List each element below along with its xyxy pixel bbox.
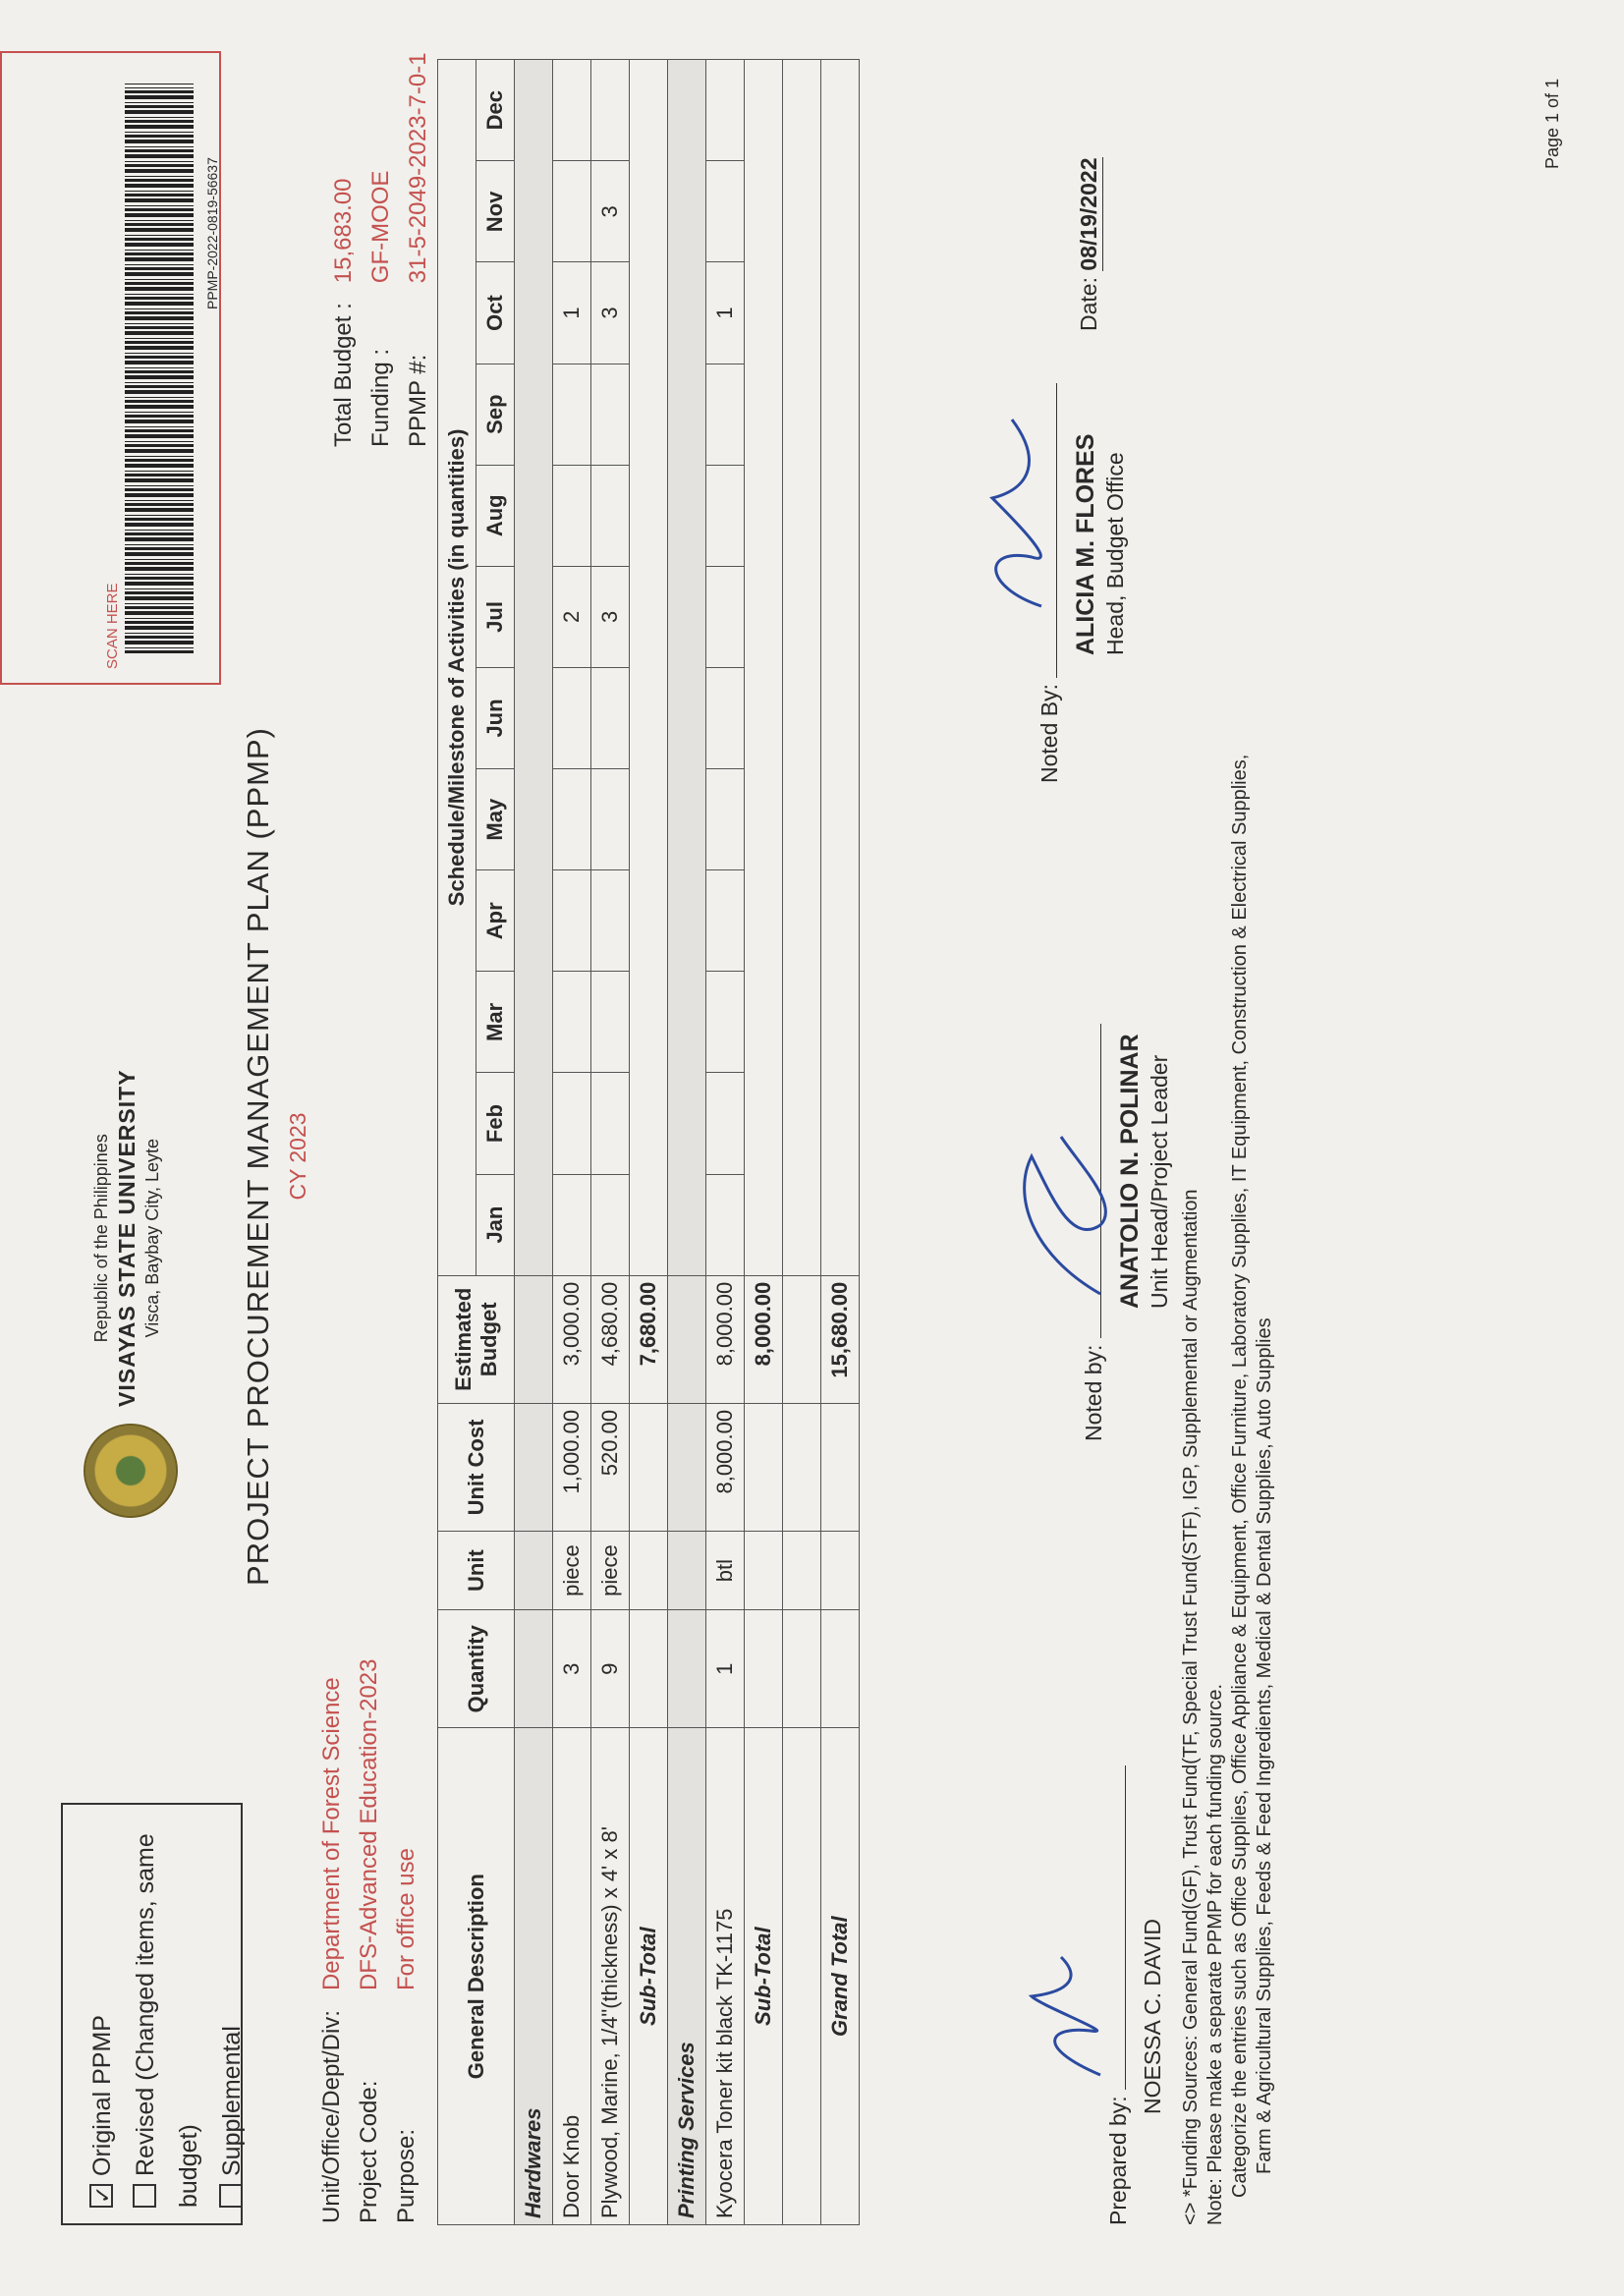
item-quantity: 9 <box>591 1610 630 1728</box>
schedule-oct: 1 <box>553 262 591 364</box>
signature-icon <box>953 400 1081 626</box>
university-address: Visca, Baybay City, Leyte <box>142 1139 162 1338</box>
total-budget-value: 15,683.00 <box>330 178 357 284</box>
item-quantity: 1 <box>706 1610 745 1728</box>
item-unit-cost: 1,000.00 <box>553 1403 591 1531</box>
header-schedule: Schedule/Milestone of Activities (in quantities) <box>438 60 476 1276</box>
date-block: Date: 08/19/2022 <box>1076 157 1101 331</box>
item-budget: 3,000.00 <box>553 1275 591 1403</box>
item-unit: btl <box>706 1532 745 1610</box>
barcode-number: PPMP-2022-0819-56637 <box>204 157 220 309</box>
month-header: Aug <box>476 465 515 566</box>
option-supplemental: Supplemental <box>210 1820 253 2208</box>
noted-by-block-2: Noted By: <box>1036 383 1063 783</box>
header-description: General Description <box>438 1728 515 2225</box>
month-header: Jul <box>476 566 515 667</box>
month-header: Dec <box>476 60 515 161</box>
schedule-jul: 3 <box>591 566 630 667</box>
month-header: Mar <box>476 972 515 1073</box>
item-description: Kyocera Toner kit black TK-1175 <box>706 1728 745 2225</box>
ppmp-number-value: 31-5-2049-2023-7-0-1 <box>405 52 431 284</box>
noted-by-person-2 <box>1071 434 1130 655</box>
unit-value: Department of Forest Science <box>318 1677 345 1991</box>
project-info: Unit/Office/Dept/Div: Department of Forest Science Project Code: DFS-Advanced Education-2023 Purpose: For office use <box>312 1639 426 2225</box>
category-row <box>668 60 706 2225</box>
subtotal-value: 7,680.00 <box>630 1275 668 1403</box>
prepared-by-name: NOESSA C. DAVID <box>1140 1919 1165 2114</box>
signature-icon <box>992 1117 1130 1314</box>
ppmp-type-options <box>61 1803 246 2225</box>
grand-total-row <box>821 60 860 2225</box>
header-quantity: Quantity <box>438 1610 515 1728</box>
checkbox-checked-icon <box>89 2184 113 2208</box>
date-value: 08/19/2022 <box>1076 157 1101 271</box>
option-original: ✓Original PPMP <box>81 1820 124 2208</box>
noted-by-name: ALICIA M. FLORES <box>1072 433 1099 655</box>
month-header: May <box>476 769 515 870</box>
table-row <box>706 60 745 2225</box>
schedule-jul: 2 <box>553 566 591 667</box>
budget-info: Total Budget : 15,683.00 Funding : GF-MOOE PPMP #: 31-5-2049-2023-7-0-1 <box>324 32 438 449</box>
grand-total-label: Grand Total <box>821 1728 860 2225</box>
schedule-oct: 1 <box>706 262 745 364</box>
header-estimated-budget: Estimated Budget <box>438 1275 515 1403</box>
scan-label: SCAN HERE <box>104 577 121 675</box>
subtotal-row <box>745 60 783 2225</box>
month-header: Feb <box>476 1073 515 1174</box>
item-budget: 8,000.00 <box>706 1275 745 1403</box>
category-label: Printing Services <box>668 1728 706 2225</box>
subtotal-row <box>630 60 668 2225</box>
category-label: Hardwares <box>515 1728 553 2225</box>
table-row <box>591 60 630 2225</box>
purpose-value: For office use <box>393 1848 420 1991</box>
prepared-by-block: Prepared by: <box>1105 1765 1132 2225</box>
month-header: Apr <box>476 870 515 972</box>
funding-value: GF-MOOE <box>367 170 394 284</box>
calendar-year: CY 2023 <box>285 1112 310 1201</box>
project-code-value: DFS-Advanced Education-2023 <box>356 1658 382 1991</box>
table-row <box>553 60 591 2225</box>
grand-total-value: 15,680.00 <box>821 1275 860 1403</box>
university-name: VISAYAS STATE UNIVERSITY <box>114 1069 140 1407</box>
noted-by-person-1 <box>1115 1034 1174 1309</box>
blank-row <box>783 60 821 2225</box>
barcode-icon <box>125 84 194 653</box>
month-header: Oct <box>476 262 515 364</box>
noted-by-name: ANATOLIO N. POLINAR <box>1116 1034 1144 1309</box>
subtotal-label: Sub-Total <box>630 1728 668 2225</box>
university-seal-logo <box>84 1424 178 1518</box>
noted-by-block-1: Noted by: <box>1081 1024 1107 1441</box>
procurement-table <box>437 59 860 2225</box>
schedule-nov: 3 <box>591 161 630 262</box>
category-row <box>515 60 553 2225</box>
item-unit-cost: 8,000.00 <box>706 1403 745 1531</box>
item-unit: piece <box>591 1532 630 1610</box>
item-unit: piece <box>553 1532 591 1610</box>
note-line: Note: Please make a separate PPMP for each funding source. <box>1204 1683 1226 2225</box>
checkbox-icon <box>219 2184 243 2208</box>
checkbox-icon <box>133 2184 156 2208</box>
noted-by-title: Unit Head/Project Leader <box>1147 1054 1172 1309</box>
item-description: Door Knob <box>553 1728 591 2225</box>
month-header: Jan <box>476 1174 515 1275</box>
item-description: Plywood, Marine, 1/4"(thickness) x 4' x 8' <box>591 1728 630 2225</box>
item-quantity: 3 <box>553 1610 591 1728</box>
scan-barcode-box <box>0 51 221 685</box>
subtotal-value: 8,000.00 <box>745 1275 783 1403</box>
republic-text: Republic of the Philippines <box>91 1134 111 1343</box>
page-number: Page 1 of 1 <box>1542 78 1562 169</box>
note-line: <> *Funding Sources: General Fund(GF), Trust Fund(TF, Special Trust Fund(STF), IGP, Supplemental or Augmentation <box>1180 1189 1202 2225</box>
item-budget: 4,680.00 <box>591 1275 630 1403</box>
noted-by-title: Head, Budget Office <box>1102 452 1128 655</box>
month-header: Nov <box>476 161 515 262</box>
month-header: Jun <box>476 667 515 768</box>
university-header <box>88 1069 165 1407</box>
note-line: Categorize the entries such as Office Supplies, Office Appliance & Equipment, Office Furniture, Laboratory Supplies, IT Equipment, Construction & Electrical Supplies, <box>1229 754 1251 2198</box>
option-revised: Revised (Changed items, same budget) <box>132 1833 202 2208</box>
signature-icon <box>1012 1947 1130 2085</box>
note-line: Farm & Agricultural Supplies, Feeds & Feed Ingredients, Medical & Dental Supplies, Auto Supplies <box>1254 1317 1275 2174</box>
header-unit-cost: Unit Cost <box>438 1403 515 1531</box>
document-title: PROJECT PROCUREMENT MANAGEMENT PLAN (PPMP) <box>241 727 275 1586</box>
funding-notes <box>1179 113 1277 2225</box>
header-unit: Unit <box>438 1532 515 1610</box>
item-unit-cost: 520.00 <box>591 1403 630 1531</box>
month-header: Sep <box>476 364 515 465</box>
subtotal-label: Sub-Total <box>745 1728 783 2225</box>
schedule-oct: 3 <box>591 262 630 364</box>
